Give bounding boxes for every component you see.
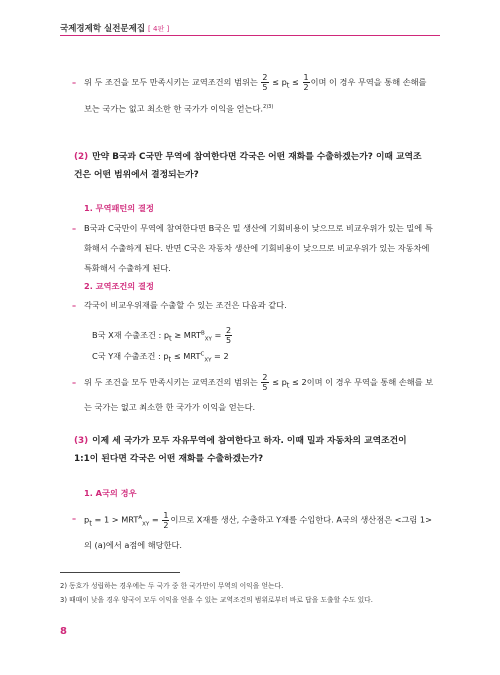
section-heading: 2. 교역조건의 결정 — [84, 281, 154, 291]
running-header — [60, 22, 169, 34]
answer-paragraph-2 — [72, 218, 434, 278]
numerator: 1 — [163, 510, 169, 520]
dash-marker: – — [72, 300, 77, 310]
answer-paragraph-4 — [72, 372, 434, 418]
text-run: ≤ p — [269, 77, 287, 87]
fraction — [303, 73, 310, 92]
text-run: 위 두 조건을 모두 만족시키는 교역조건의 범위는 — [84, 77, 261, 87]
footnote-rule — [60, 572, 180, 573]
text-run: B국 X재 수출조건 : p — [92, 330, 170, 340]
text-run: = 1 > MRT — [91, 514, 139, 525]
subscript: XY — [204, 336, 212, 343]
superscript: C — [200, 351, 205, 358]
denominator: 2 — [303, 83, 309, 92]
answer-paragraph-3 — [72, 295, 434, 316]
denominator: 5 — [225, 336, 232, 345]
answer-paragraph-1 — [72, 72, 434, 119]
text-run: 이며 이 경우 무역을 통해 손해를 보는 국가는 없고 최소한 한 국가가 이익을 얻는다. — [84, 77, 427, 114]
question-number: (2) — [74, 152, 89, 162]
subscript: XY — [204, 357, 212, 364]
text-run: ≤ — [289, 77, 302, 87]
footnote: 3) 때때이 낮을 경우 양국이 모두 이익을 얻을 수 있는 교역조건의 범위로부터 바로 답을 도출할 수도 있다. — [60, 596, 373, 604]
subscript: t — [286, 381, 290, 390]
section-heading: 1. A국의 경우 — [84, 488, 137, 498]
edition-label: [ 4판 ] — [148, 25, 170, 33]
book-title: 국제경제학 실전문제집 — [60, 24, 146, 34]
question-number: (3) — [74, 436, 89, 446]
question-text: 만약 B국과 C국만 무역에 참여한다면 각국은 어떤 재화를 수출하겠는가? 이때 교역조건은 어떤 범위에서 결정되는가? — [74, 152, 422, 180]
equation-b — [92, 326, 233, 345]
equation-c — [92, 351, 229, 364]
text-run: ≤ MRT — [171, 351, 201, 361]
fraction — [162, 511, 169, 530]
text-run: ≤ p — [269, 377, 287, 387]
superscript: B — [200, 330, 205, 337]
dash-marker: – — [72, 223, 77, 233]
fraction — [261, 73, 268, 92]
numerator: 1 — [303, 73, 309, 82]
text-run: = — [211, 330, 224, 340]
text-run: ≤ 2이며 이 경우 무역을 통해 손해를 보는 국가는 없고 최소한 한 국가가 이익을 얻는다. — [84, 377, 434, 412]
text-run: 위 두 조건을 모두 만족시키는 교역조건의 범위는 — [84, 377, 261, 387]
numerator: 2 — [262, 73, 268, 82]
dash-marker: – — [72, 513, 77, 523]
text-run: p — [84, 514, 90, 525]
question-text: 이제 세 국가가 모두 자유무역에 참여한다고 하자. 이때 밀과 자동차의 교역조건이 1:1이 된다면 각국은 어떤 재화를 수출하겠는가? — [74, 436, 407, 464]
footnote-ref: 2)3) — [263, 103, 274, 110]
question-3 — [74, 432, 424, 468]
subscript: t — [286, 81, 290, 90]
subscript: t — [89, 519, 92, 528]
subscript: XY — [142, 521, 150, 528]
subscript: t — [168, 355, 172, 364]
answer-paragraph-5 — [72, 508, 434, 556]
text-run: 이므로 X재를 생산, 수출하고 Y재를 수입한다. A국의 생산점은 <그림 1>의 (a)에서 a점에 해당한다. — [84, 514, 432, 551]
dash-marker: – — [72, 77, 77, 87]
denominator: 5 — [262, 383, 268, 392]
numerator: 2 — [225, 326, 232, 335]
text-run: B국과 C국만이 무역에 참여한다면 B국은 밀 생산에 기회비용이 낮으므로 비교우위가 있는 밀에 특화해서 수출하게 된다. 반면 C국은 자동차 생산에 기회비용이 낮으므로 비교우위가 있는 자동차에 특화해서 수출하게 된다. — [84, 223, 433, 273]
superscript: A — [138, 515, 143, 521]
question-2 — [74, 148, 424, 184]
denominator: 2 — [163, 520, 169, 530]
header-rule — [60, 35, 440, 36]
text-run: = 2 — [211, 351, 229, 361]
fraction — [225, 326, 232, 345]
dash-marker: – — [72, 377, 77, 387]
text-run: ≥ MRT — [171, 330, 201, 340]
subscript: t — [169, 334, 172, 343]
page-number: 8 — [60, 626, 67, 637]
text-run: = — [149, 514, 162, 525]
numerator: 2 — [262, 373, 268, 382]
text-run: 각국이 비교우위재를 수출할 수 있는 조건은 다음과 같다. — [84, 300, 287, 310]
footnote: 2) 동호가 성립하는 경우에는 두 국가 중 한 국가만이 무역의 이익을 얻는다. — [60, 582, 284, 590]
denominator: 5 — [262, 83, 268, 92]
fraction — [261, 373, 268, 392]
text-run: C국 Y재 수출조건 : p — [92, 351, 169, 361]
section-heading: 1. 무역패턴의 결정 — [84, 203, 154, 213]
